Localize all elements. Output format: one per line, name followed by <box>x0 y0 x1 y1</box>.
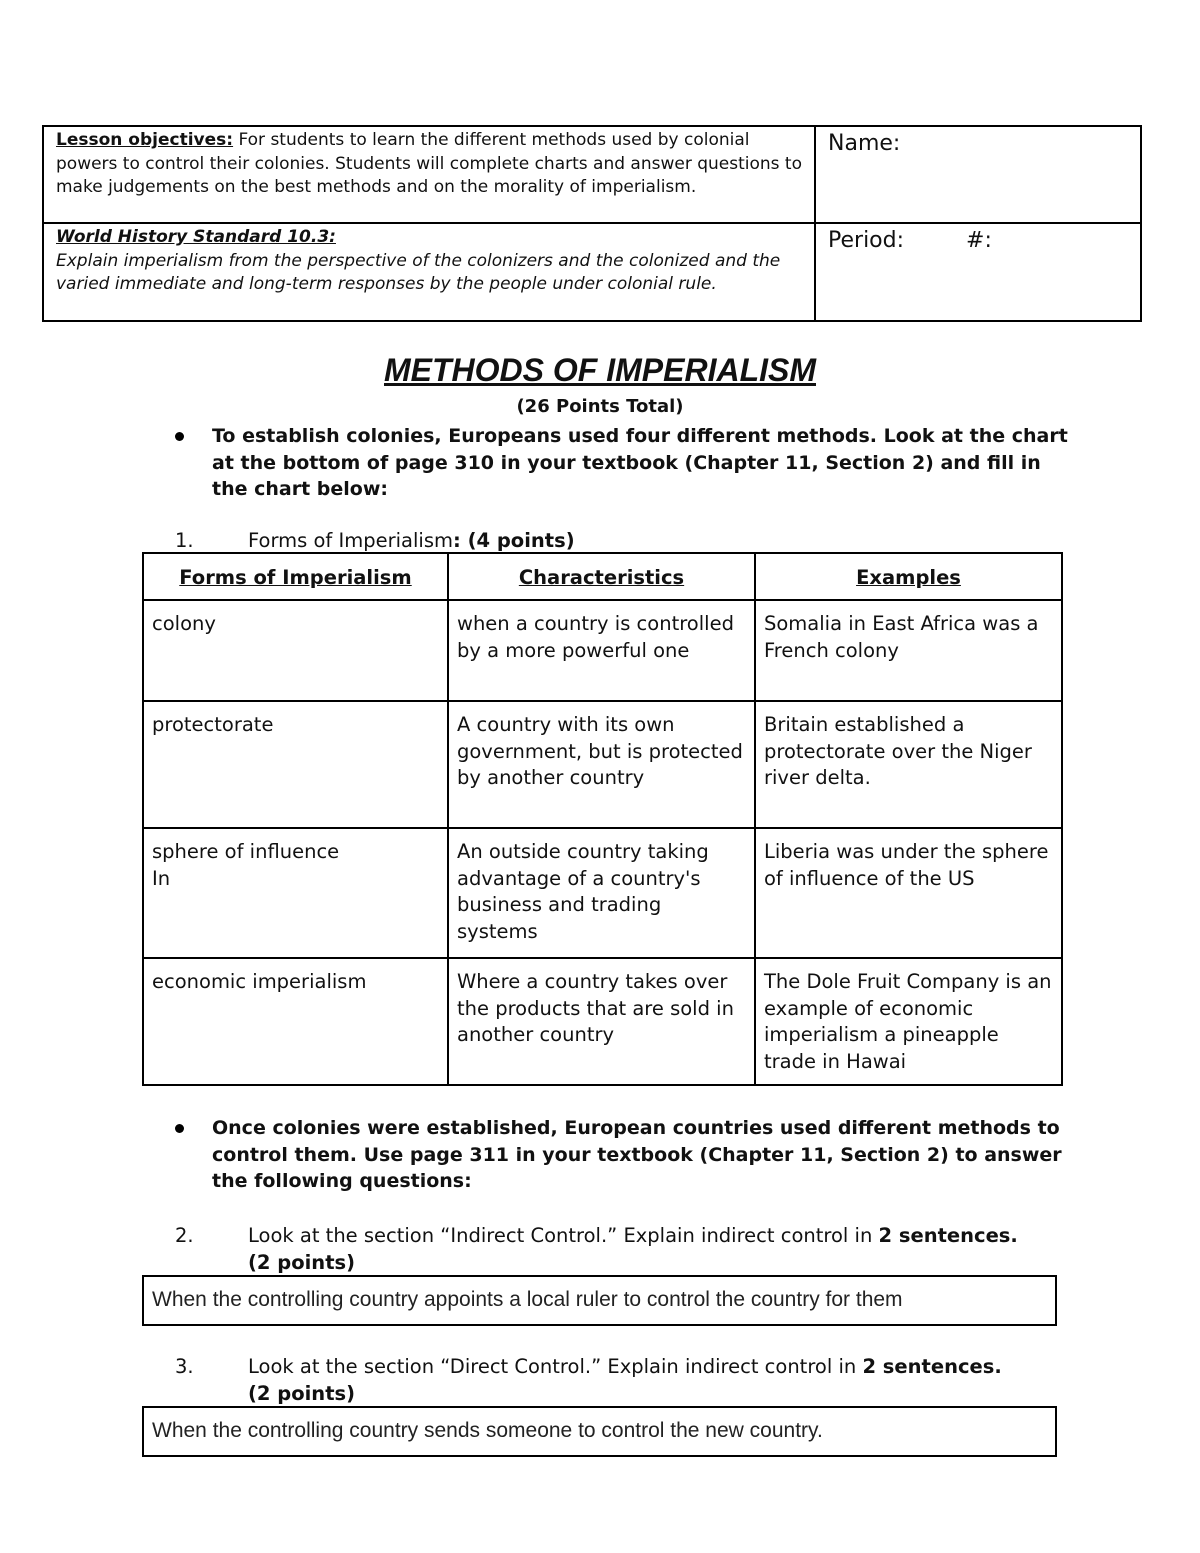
table-row <box>143 828 1062 958</box>
lesson-header-table <box>42 125 1142 322</box>
form-cell[interactable]: economic imperialism <box>143 958 448 1085</box>
header-characteristics: Characteristics <box>448 553 755 600</box>
question-2-number: 2. <box>175 1224 194 1247</box>
form-cell[interactable]: sphere of influence In <box>143 828 448 958</box>
table-row <box>143 958 1062 1085</box>
question-3-answer-box[interactable]: When the controlling country sends someone to control the new country. <box>142 1406 1057 1457</box>
form-cell[interactable]: colony <box>143 600 448 701</box>
examples-cell[interactable]: The Dole Fruit Company is an example of economic imperialism a pineapple trade in Hawai <box>755 958 1062 1085</box>
question-3-points: (2 points) <box>248 1382 356 1405</box>
question-2-emphasis: 2 sentences. <box>878 1224 1018 1247</box>
objectives-label: Lesson objectives: <box>56 130 234 150</box>
question-2-answer-box[interactable]: When the controlling country appoints a local ruler to control the country for them <box>142 1275 1057 1326</box>
bullet-instruction-2 <box>212 1115 1072 1195</box>
bullet-dot-icon <box>175 1124 184 1133</box>
question-2 <box>0 1222 1200 1278</box>
bullet-dot-icon <box>175 432 184 441</box>
question-1-number: 1. <box>175 529 194 552</box>
number-label: #: <box>966 228 992 253</box>
characteristics-cell[interactable]: A country with its own government, but is protected by another country <box>448 701 755 828</box>
question-2-text: Look at the section “Indirect Control.” Explain indirect control in <box>248 1224 879 1247</box>
standard-text: Explain imperialism from the perspective of the colonizers and the colonized and the varied immediate and long-term responses by the people under colonial rule. <box>56 250 781 294</box>
question-2-points: (2 points) <box>248 1251 356 1274</box>
table-row <box>143 600 1062 701</box>
forms-of-imperialism-table <box>142 552 1063 1086</box>
form-cell[interactable]: protectorate <box>143 701 448 828</box>
name-field[interactable] <box>815 126 1141 223</box>
standard-cell <box>43 223 815 321</box>
objectives-text: For students to learn the different methods used by colonial powers to control their colonies. Students will complete charts and answer questions to make judgements on the best methods and on the morality of imperialism. <box>56 130 802 197</box>
question-1-points: : (4 points) <box>452 529 575 552</box>
examples-cell[interactable]: Somalia in East Africa was a French colony <box>755 600 1062 701</box>
header-examples: Examples <box>755 553 1062 600</box>
question-1-text: Forms of Imperialism <box>248 529 453 552</box>
page-title: METHODS OF IMPERIALISM <box>384 352 816 388</box>
standard-label: World History Standard 10.3: <box>56 227 336 247</box>
question-1 <box>0 527 1200 555</box>
bullet-text-2: Once colonies were established, European countries used different methods to control them. Use page 311 in your textbook (Chapter 11, Section 2) to answer the following questions: <box>212 1117 1062 1192</box>
points-total: (26 Points Total) <box>516 396 684 417</box>
examples-cell[interactable]: Britain established a protectorate over the Niger river delta. <box>755 701 1062 828</box>
name-label: Name: <box>828 131 901 156</box>
question-3-number: 3. <box>175 1355 194 1378</box>
period-label: Period: <box>828 228 905 253</box>
bullet-instruction-1 <box>212 423 1072 503</box>
table-row <box>143 701 1062 828</box>
lesson-objectives-cell <box>43 126 815 223</box>
examples-cell[interactable]: Liberia was under the sphere of influence of the US <box>755 828 1062 958</box>
characteristics-cell[interactable]: An outside country taking advantage of a country's business and trading systems <box>448 828 755 958</box>
question-3-text: Look at the section “Direct Control.” Explain indirect control in <box>248 1355 863 1378</box>
characteristics-cell[interactable]: when a country is controlled by a more powerful one <box>448 600 755 701</box>
bullet-text-1: To establish colonies, Europeans used four different methods. Look at the chart at the bottom of page 310 in your textbook (Chapter 11, Section 2) and fill in the chart below: <box>212 425 1068 500</box>
header-forms: Forms of Imperialism <box>143 553 448 600</box>
period-field[interactable] <box>815 223 1141 321</box>
question-3-emphasis: 2 sentences. <box>862 1355 1002 1378</box>
table-header-row <box>143 553 1062 600</box>
characteristics-cell[interactable]: Where a country takes over the products that are sold in another country <box>448 958 755 1085</box>
question-3 <box>0 1353 1200 1409</box>
